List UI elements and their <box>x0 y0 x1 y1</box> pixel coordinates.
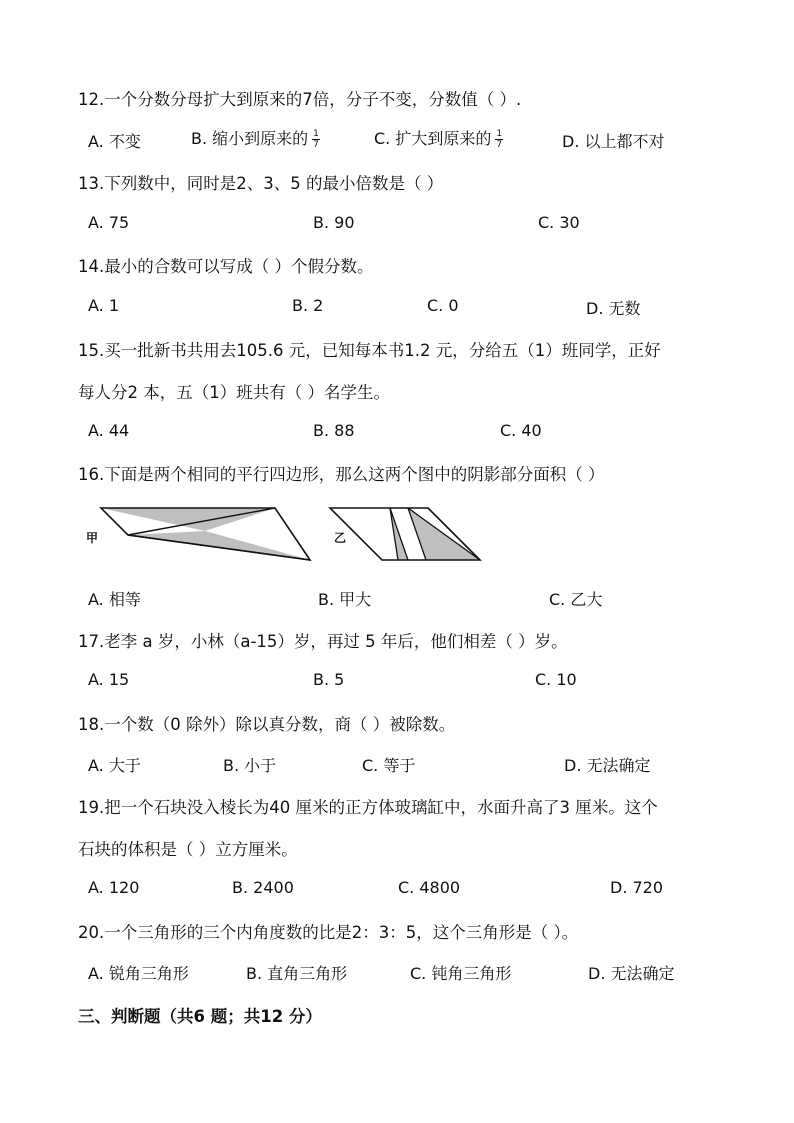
q15-option-a[interactable]: A. 44 <box>88 421 130 440</box>
q19-option-a[interactable]: A. 120 <box>88 878 140 897</box>
section-title: 三、判断题（共6 题；共12 分） <box>78 1007 322 1026</box>
q19-option-c[interactable]: C. 4800 <box>398 878 461 897</box>
q16-option-c[interactable]: C. 乙大 <box>549 590 603 609</box>
q16-option-b[interactable]: B. 甲大 <box>318 590 372 609</box>
q12-option-b[interactable] <box>191 126 320 150</box>
question-17: 17.老李 a 岁，小林（a-15）岁，再过 5 年后，他们相差（ ）岁。 <box>78 632 568 651</box>
question-18: 18.一个数（0 除外）除以真分数，商（ ）被除数。 <box>78 715 456 734</box>
q14-option-a[interactable]: A. 1 <box>88 296 120 315</box>
question-15-line-1: 15.买一批新书共用去105.6 元，已知每本书1.2 元，分给五（1）班同学，正好 <box>78 341 661 360</box>
question-16: 16.下面是两个相同的平行四边形，那么这两个图中的阴影部分面积（ ） <box>78 465 605 484</box>
q13-option-c[interactable]: C. 30 <box>538 213 580 232</box>
q20-option-a[interactable]: A. 锐角三角形 <box>88 964 189 983</box>
question-15-line-2: 每人分2 本，五（1）班共有（ ）名学生。 <box>78 383 390 402</box>
q12-option-a[interactable]: A. 不变 <box>88 132 141 151</box>
fraction-one-seventh: $\frac{1}{7}$ <box>313 129 319 150</box>
q14-option-c[interactable]: C. 0 <box>427 296 459 315</box>
q14-option-d[interactable]: D. 无数 <box>586 299 641 318</box>
figure-yi <box>330 508 480 560</box>
q15-option-c[interactable]: C. 40 <box>500 421 542 440</box>
question-20: 20.一个三角形的三个内角度数的比是2：3：5，这个三角形是（ ）。 <box>78 923 579 942</box>
question-19-line-2: 石块的体积是（ ）立方厘米。 <box>78 840 298 859</box>
question-14: 14.最小的合数可以写成（ ）个假分数。 <box>78 257 374 276</box>
question-12: 12.一个分数分母扩大到原来的7倍，分子不变，分数值（ ）. <box>78 90 522 109</box>
q19-option-b[interactable]: B. 2400 <box>232 878 294 897</box>
figure-yi-label: 乙 <box>334 531 347 545</box>
figure-jia-shaded-top <box>101 508 275 531</box>
q12-option-d[interactable]: D. 以上都不对 <box>562 132 665 151</box>
q18-option-a[interactable]: A. 大于 <box>88 756 141 775</box>
q16-option-a[interactable]: A. 相等 <box>88 590 141 609</box>
q18-option-b[interactable]: B. 小于 <box>223 756 277 775</box>
q12-option-c[interactable] <box>374 126 503 150</box>
q20-option-b[interactable]: B. 直角三角形 <box>246 964 348 983</box>
parallelogram-figures <box>80 500 500 570</box>
q12-option-c-label: C. 扩大到原来的 <box>374 129 492 148</box>
q13-option-a[interactable]: A. 75 <box>88 213 130 232</box>
q18-option-c[interactable]: C. 等于 <box>362 756 416 775</box>
question-13: 13.下列数中，同时是2、3、5 的最小倍数是（ ） <box>78 174 444 193</box>
q13-option-b[interactable]: B. 90 <box>313 213 355 232</box>
question-19-line-1: 19.把一个石块没入棱长为40 厘米的正方体玻璃缸中，水面升高了3 厘米。这个 <box>78 798 658 817</box>
figure-jia <box>101 508 310 560</box>
q20-option-c[interactable]: C. 钝角三角形 <box>410 964 512 983</box>
q17-option-a[interactable]: A. 15 <box>88 670 130 689</box>
q18-option-d[interactable]: D. 无法确定 <box>564 756 651 775</box>
q14-option-b[interactable]: B. 2 <box>292 296 324 315</box>
q17-option-b[interactable]: B. 5 <box>313 670 345 689</box>
q20-option-d[interactable]: D. 无法确定 <box>588 964 675 983</box>
q19-option-d[interactable]: D. 720 <box>610 878 664 897</box>
q12-option-b-label: B. 缩小到原来的 <box>191 129 309 148</box>
q17-option-c[interactable]: C. 10 <box>535 670 577 689</box>
fraction-one-seventh: $\frac{1}{7}$ <box>496 129 503 150</box>
q15-option-b[interactable]: B. 88 <box>313 421 355 440</box>
figure-jia-label: 甲 <box>86 531 99 545</box>
